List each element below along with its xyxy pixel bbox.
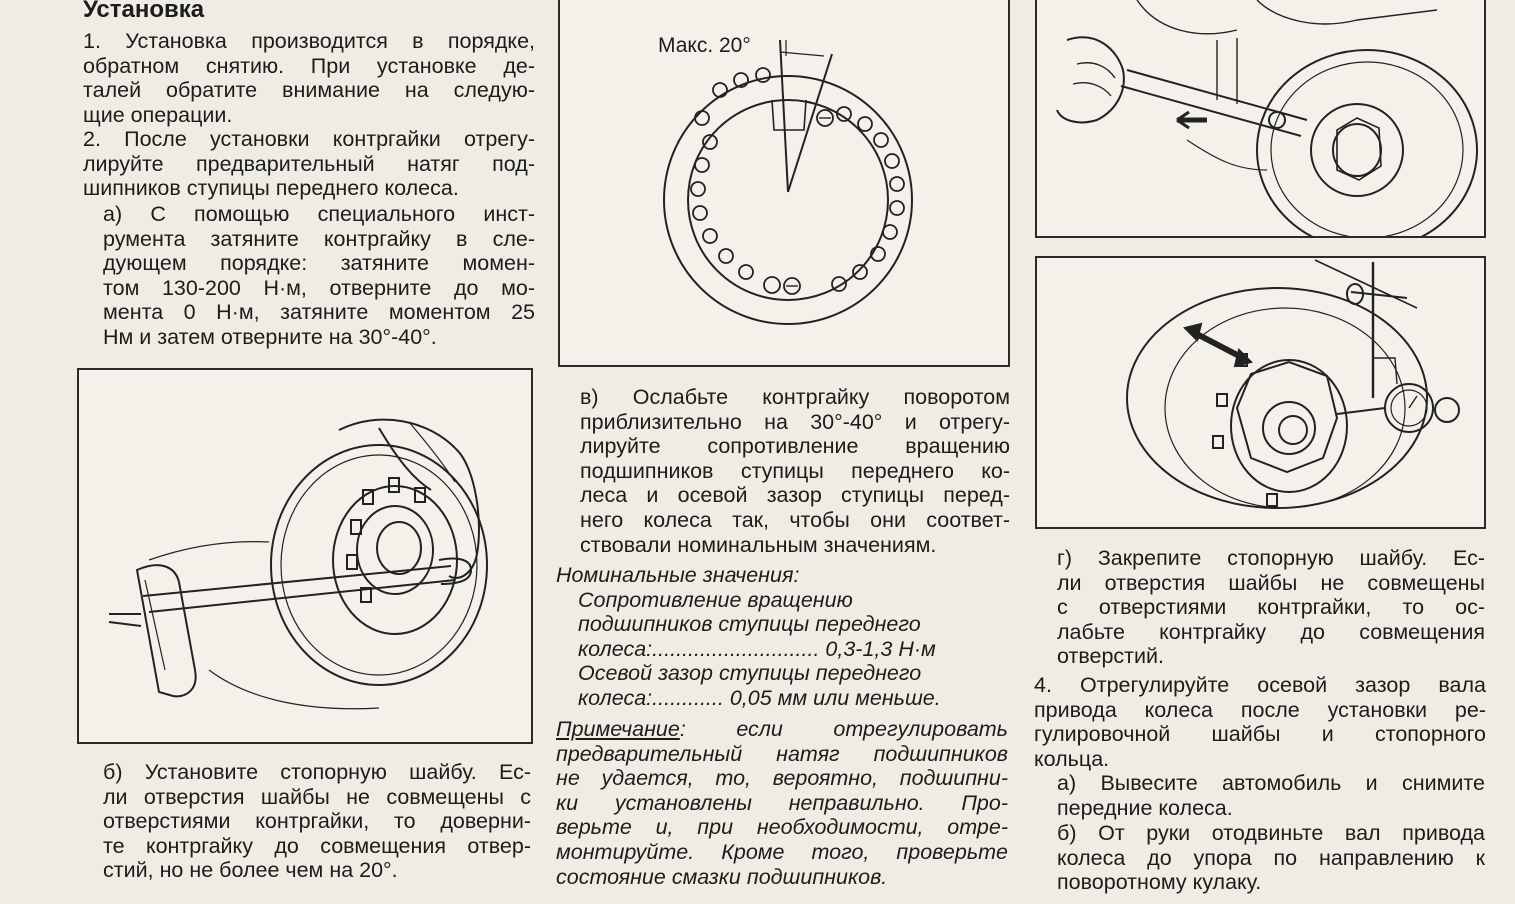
- text-line: в) Ослабьте контргайку поворотом: [580, 385, 1010, 409]
- text-line: поворотному кулаку.: [1057, 870, 1262, 895]
- text-line: привода колеса после установки ре-: [1034, 697, 1486, 722]
- spec-value: 0,05 мм или меньше.: [729, 685, 941, 710]
- figure-dial-indicator: [1035, 256, 1486, 529]
- text-line: Нм и затем отверните на 30°-40°.: [103, 324, 437, 349]
- text-line: не удается, то, вероятно, подшипни-: [556, 766, 1008, 791]
- text-line: верьте и, при необходимости, отре-: [556, 815, 1008, 840]
- figure-lock-washer: [558, 0, 1010, 367]
- text-line: Сопротивление вращению: [578, 587, 853, 612]
- text-line: отверстиями контргайки, то доверни-: [103, 809, 531, 834]
- text-line: монтируйте. Кроме того, проверьте: [556, 839, 1008, 864]
- step-4-substep-a: [1057, 771, 1485, 820]
- text-line: 2. После установки контргайки отрегу-: [83, 127, 535, 151]
- step-4-substep-b: [1057, 821, 1485, 895]
- step-4-paragraph: [1034, 673, 1486, 771]
- text-line: румента затяните контргайку в сле-: [103, 226, 535, 251]
- text-line: [556, 717, 1008, 742]
- nominal-values-title: Номинальные значения:: [556, 563, 800, 587]
- text-line: с отверстиями контргайки, то ос-: [1057, 595, 1485, 620]
- spec-label: колеса:: [578, 636, 653, 661]
- note-first-line: : если отрегулировать: [679, 717, 1008, 741]
- text-line: подшипников ступицы переднего: [578, 612, 921, 637]
- text-line: гулировочной шайбы и стопорного: [1034, 722, 1486, 747]
- text-line: леса и осевой зазор ступицы перед-: [580, 483, 1010, 508]
- lock-washer-illustration: [560, 0, 1008, 365]
- text-line: лируйте сопротивление вращению: [580, 434, 1010, 459]
- spec-value: 0,3-1,3 Н·м: [825, 636, 936, 661]
- drive-shaft-illustration: [1037, 0, 1484, 236]
- text-line: том 130-200 Н·м, отверните до мо-: [103, 275, 535, 300]
- dial-indicator-illustration: [1037, 258, 1484, 527]
- text-line: Осевой зазор ступицы переднего: [578, 661, 922, 686]
- substep-g-paragraph: [1057, 546, 1485, 669]
- figure-torque-wrench: [77, 368, 533, 744]
- text-line: кольца.: [1034, 746, 1110, 771]
- text-line: ли отверстия шайбы не совмещены: [1057, 570, 1485, 595]
- text-line: ли отверстия шайбы не совмещены с: [103, 784, 531, 809]
- text-line: стий, но не более чем на 20°.: [103, 858, 398, 883]
- text-line: обратном снятию. При установке де-: [83, 53, 535, 78]
- substep-b-paragraph: [103, 760, 531, 883]
- substep-a-paragraph: [103, 202, 535, 350]
- step-2-paragraph: [83, 127, 535, 201]
- text-line: щие операции.: [83, 102, 233, 127]
- spec-label: колеса:: [578, 685, 653, 710]
- text-line: колеса до упора по направлению к: [1057, 845, 1485, 870]
- torque-wrench-illustration: [79, 370, 531, 742]
- text-line: те контргайку до совмещения отвер-: [103, 833, 531, 858]
- text-line: а) С помощью специального инст-: [103, 202, 535, 226]
- text-line: ствовали номинальным значениям.: [580, 532, 937, 557]
- leader-dots: ............................: [652, 636, 820, 661]
- figure-max-angle-label: Макс. 20°: [658, 34, 751, 57]
- step-1-paragraph: [83, 29, 535, 127]
- text-line: г) Закрепите стопорную шайбу. Ес-: [1057, 546, 1485, 570]
- spec-axial-play: [556, 686, 1010, 711]
- text-line: дующем порядке: затяните момен-: [103, 251, 535, 276]
- text-line: передние колеса.: [1057, 795, 1233, 820]
- text-line: а) Вывесите автомобиль и снимите: [1057, 771, 1485, 795]
- text-line: отверстий.: [1057, 644, 1165, 669]
- note-label: Примечание: [556, 717, 680, 741]
- text-line: него колеса так, чтобы они соответ-: [580, 507, 1010, 532]
- text-line: 4. Отрегулируйте осевой зазор вала: [1034, 673, 1486, 697]
- text-line: мента 0 Н·м, затяните моментом 25: [103, 300, 535, 325]
- text-line: лируйте предварительный натяг под-: [83, 151, 535, 176]
- section-heading: Установка: [83, 0, 205, 23]
- text-line: 1. Установка производится в порядке,: [83, 29, 535, 53]
- text-line: состояние смазки подшипников.: [556, 864, 888, 889]
- text-line: б) Установите стопорную шайбу. Ес-: [103, 760, 531, 784]
- nominal-values-block: [556, 563, 1010, 711]
- substep-v-paragraph: [580, 385, 1010, 557]
- text-line: шипников ступицы переднего колеса.: [83, 176, 459, 201]
- figure-drive-shaft: [1035, 0, 1486, 238]
- text-line: талей обратите внимание на следую-: [83, 78, 535, 103]
- note-paragraph: [556, 717, 1008, 889]
- spec-bearing-resistance: [556, 637, 1010, 662]
- text-line: предварительный натяг подшипников: [556, 741, 1008, 766]
- leader-dots: ............: [652, 685, 724, 710]
- text-line: б) От руки отодвиньте вал привода: [1057, 821, 1485, 845]
- text-line: лабьте контргайку до совмещения: [1057, 619, 1485, 644]
- text-line: приблизительно на 30°-40° и отрегу-: [580, 409, 1010, 434]
- text-line: ки установлены неправильно. Про-: [556, 790, 1008, 815]
- text-line: подшипников ступицы переднего ко-: [580, 458, 1010, 483]
